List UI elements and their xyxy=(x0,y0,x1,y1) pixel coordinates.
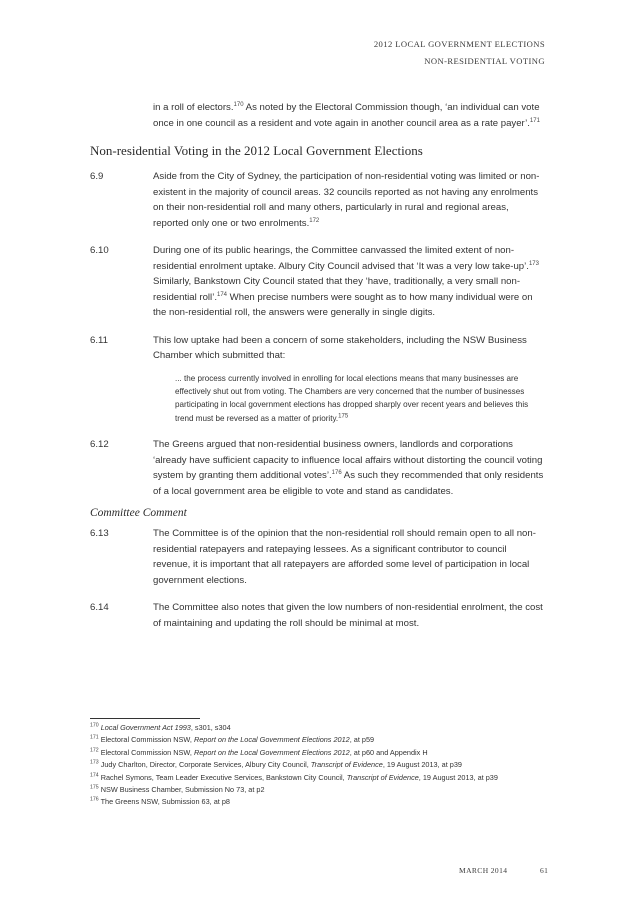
footnote-text: , at p59 xyxy=(349,735,375,745)
paragraph-6-10 xyxy=(90,243,546,321)
paragraph-body: During one of its public hearings, the Committee canvassed the limited extent of non-residential enrolment uptake. Albury City Council advised that ‘It was a very low take-up’. xyxy=(153,245,529,272)
paragraph-6-14 xyxy=(90,600,546,631)
footnote-text: Judy Charlton, Director, Corporate Services, Albury City Council, xyxy=(100,760,311,770)
paragraph-text: The Committee is of the opinion that the non-residential roll should remain open to all non-residential ratepayers and ratepaying lessees. As a significant contributor to council revenue, it is important that all ratepayers are afforded some level of participation in local government elections. xyxy=(153,528,536,586)
footnote-number: 175 xyxy=(90,784,99,791)
footnote-text: NSW Business Chamber, Submission No 73, at p2 xyxy=(100,785,265,795)
footnote-text: Electoral Commission NSW, xyxy=(100,747,194,757)
body-content xyxy=(90,100,546,631)
footnote xyxy=(90,759,550,771)
footnote-ref[interactable]: 171 xyxy=(529,117,540,124)
paragraph-number: 6.12 xyxy=(90,439,109,451)
quote-text: ... the process currently involved in enrolling for local elections means that many businesses are effectively shut out from voting. The Chambers are very concerned that the number of businesses participating in local government elections has dropped sharply over recent years and believes this trend must be reversed as a matter of priority. xyxy=(175,373,529,423)
footnote-title: Report on the Local Government Elections 2012 xyxy=(193,735,350,745)
footnote xyxy=(90,722,550,734)
paragraph-number: 6.10 xyxy=(90,245,109,256)
footnote-title: Transcript of Evidence xyxy=(310,760,383,770)
paragraph-text xyxy=(153,437,546,499)
paragraph-text: The Committee also notes that given the low numbers of non-residential enrolment, the cost of maintaining and updating the roll should be minimal at most. xyxy=(153,602,543,629)
footnote-text: , at p60 and Appendix H xyxy=(349,747,428,757)
footnote-ref[interactable]: 172 xyxy=(309,217,320,224)
paragraph-number: 6.9 xyxy=(90,171,104,182)
header-line-1: 2012 LOCAL GOVERNMENT ELECTIONS xyxy=(373,39,545,49)
paragraph-text: This low uptake had been a concern of some stakeholders, including the NSW Business Chamber which submitted that: xyxy=(153,334,527,361)
footnote xyxy=(90,772,550,784)
footnote-text: Electoral Commission NSW, xyxy=(100,735,194,745)
paragraph-6-9 xyxy=(90,169,546,231)
footnote-ref[interactable]: 170 xyxy=(233,101,244,108)
paragraph-text xyxy=(153,243,546,321)
footnote-ref[interactable]: 174 xyxy=(217,291,228,298)
footnote xyxy=(90,734,550,746)
footnote-number: 174 xyxy=(90,772,99,779)
block-quote xyxy=(175,372,531,426)
paragraph-body: When precise numbers were sought as to how many individual were on the non-residential roll, the answers were generally in single digits. xyxy=(153,291,533,318)
footnote-divider xyxy=(90,718,200,719)
paragraph-text xyxy=(153,169,546,231)
footnote-title: Local Government Act 1993 xyxy=(100,723,191,732)
continuation-middle: As noted by the Electoral Commission though, ‘an individual can vote once in one council as a resident and vote again in another council area as a rate payer’. xyxy=(153,102,540,129)
paragraph-body: As such they recommended that only residents of a local government area be eligible to vote and stand as candidates. xyxy=(153,470,544,497)
paragraph-body: Aside from the City of Sydney, the participation of non-residential voting was limited or non-existent in the majority of council areas. 32 councils reported as not having any enrolments on their non-residential roll and many others, particularly in rural and regional areas, reported only one or two enrolments. xyxy=(153,171,540,229)
header-line-2: NON-RESIDENTIAL VOTING xyxy=(424,56,545,66)
paragraph-number: 6.13 xyxy=(90,528,109,540)
footnote-ref[interactable]: 176 xyxy=(331,469,342,476)
committee-comment-heading: Committee Comment xyxy=(90,507,187,520)
footnote-title: Report on the Local Government Elections 2012 xyxy=(193,747,350,757)
footnote-number: 172 xyxy=(90,747,99,754)
continuation-before: in a roll of electors. xyxy=(153,102,234,113)
paragraph-6-12 xyxy=(90,437,546,499)
paragraph-6-11 xyxy=(90,333,546,364)
footnote-number: 173 xyxy=(90,759,99,766)
footnotes xyxy=(90,722,550,809)
footnote-title: Transcript of Evidence xyxy=(346,772,419,782)
footnote-text: , s301, s304 xyxy=(190,723,231,732)
footnote-ref[interactable]: 175 xyxy=(338,413,349,420)
footnote-number: 171 xyxy=(90,734,99,741)
footnote xyxy=(90,747,550,759)
continuation-text xyxy=(153,100,546,131)
paragraph-number: 6.14 xyxy=(90,602,109,614)
footnote-number: 176 xyxy=(90,797,99,804)
paragraph-body: The Greens argued that non-residential business owners, landlords and corporations ‘already have sufficient capacity to influence local affairs without distorting the council voting system by granting them additional votes’. xyxy=(153,439,543,482)
footnote-number: 170 xyxy=(90,722,99,729)
section-heading: Non-residential Voting in the 2012 Local Government Elections xyxy=(90,143,423,158)
footnote-text: , 19 August 2013, at p39 xyxy=(382,760,462,770)
running-header xyxy=(374,36,545,70)
footnote-text: Rachel Symons, Team Leader Executive Services, Bankstown City Council, xyxy=(100,772,347,782)
paragraph-6-13 xyxy=(90,526,546,588)
footnote-text: The Greens NSW, Submission 63, at p8 xyxy=(100,797,230,807)
footer-date: MARCH 2014 xyxy=(459,866,508,875)
page-number: 61 xyxy=(540,866,549,875)
paragraph-body: Similarly, Bankstown City Council stated that they ‘have, traditionally, a very small non-residential roll’. xyxy=(153,276,521,303)
footnote xyxy=(90,784,550,796)
paragraph-number: 6.11 xyxy=(90,334,108,346)
footnote-text: , 19 August 2013, at p39 xyxy=(418,772,498,782)
footnote-ref[interactable]: 173 xyxy=(528,260,539,267)
footnote xyxy=(90,796,550,808)
